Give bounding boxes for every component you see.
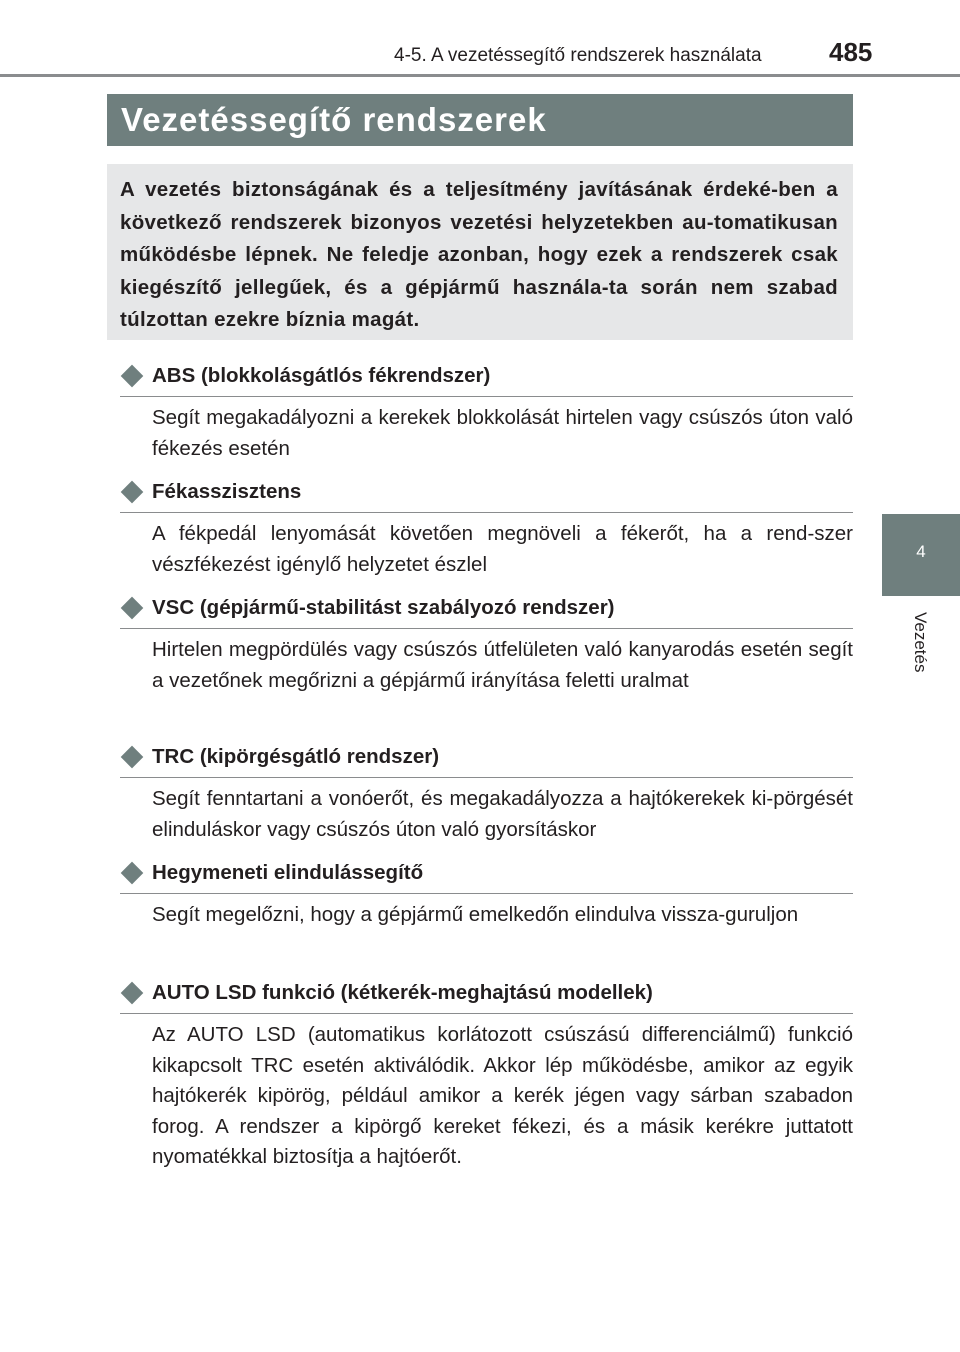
section-title: Hegymeneti elindulássegítő: [152, 861, 424, 884]
diamond-bullet-icon: [121, 982, 144, 1005]
section-divider: [120, 396, 853, 397]
section-hill-start: [120, 859, 853, 931]
intro-box: [107, 164, 853, 340]
section-body: Segít fenntartani a vonóerőt, és megakadályozza a hajtókerekek ki-pörgését elinduláskor vagy csúszós úton való gyorsításkor: [152, 787, 853, 841]
section-body: A fékpedál lenyomását követően megnöveli a fékerőt, ha a rend-szer vészfékezést igénylő helyzetet észlel: [152, 522, 853, 576]
diamond-bullet-icon: [121, 597, 144, 620]
section-title: VSC (gépjármű-stabilitást szabályozó rendszer): [152, 596, 615, 619]
intro-text: A vezetés biztonságának és a teljesítmény javításának érdeké-ben a következő rendszerek bizonyos vezetési helyzetekben au-tomatikusan működésbe lépnek. Ne feledje azonban, hogy ezek a rendszerek csak kiegészítő jellegűek, és a gépjármű használa-ta során nem szabad túlzottan ezekre bíznia magát.: [120, 178, 838, 331]
section-body: Hirtelen megpördülés vagy csúszós útfelületen való kanyarodás esetén segít a vezetőnek megőrizni a gépjármű irányítása feletti uralmat: [152, 638, 853, 692]
diamond-bullet-icon: [121, 862, 144, 885]
section-body: Az AUTO LSD (automatikus korlátozott csúszású differenciálmű) funkció kikapcsolt TRC esetén aktiválódik. Akkor lép működésbe, amikor az egyik hajtókerék kipörög, például amikor a kerék jégen vagy sárban szabadon forog. A rendszer a kipörgő kereket fékezi, és a másik kerékre juttatott nyomatékkal biztosítja a hajtóerőt.: [152, 1023, 853, 1168]
section-heading: [120, 979, 853, 1015]
diamond-bullet-icon: [121, 746, 144, 769]
section-heading: [120, 743, 853, 779]
page-title-bar: [107, 94, 853, 146]
header-divider: [0, 74, 960, 77]
section-divider: [120, 1013, 853, 1014]
section-body: Segít megakadályozni a kerekek blokkolását hirtelen vagy csúszós úton való fékezés esetén: [152, 406, 853, 460]
section-divider: [120, 628, 853, 629]
chapter-label: Vezetés: [911, 612, 930, 673]
section-title: ABS (blokkolásgátlós fékrendszer): [152, 364, 491, 387]
section-title: Fékasszisztens: [152, 480, 302, 503]
diamond-bullet-icon: [121, 365, 144, 388]
header-section-title: 4-5. A vezetéssegítő rendszerek használata: [394, 45, 762, 66]
section-abs: [120, 362, 853, 464]
chapter-number: 4: [916, 542, 926, 561]
diamond-bullet-icon: [121, 481, 144, 504]
section-heading: [120, 859, 853, 895]
section-divider: [120, 512, 853, 513]
section-heading: [120, 594, 853, 630]
page-number: 485: [829, 37, 873, 67]
section-title: TRC (kipörgésgátló rendszer): [152, 745, 440, 768]
page-header: [0, 0, 960, 80]
page-title: Vezetéssegítő rendszerek: [121, 101, 547, 138]
section-brake-assist: [120, 478, 853, 580]
section-heading: [120, 362, 853, 398]
section-divider: [120, 777, 853, 778]
chapter-tab: [882, 514, 960, 596]
section-vsc: [120, 594, 853, 696]
section-trc: [120, 743, 853, 845]
section-heading: [120, 478, 853, 514]
section-title: AUTO LSD funkció (kétkerék-meghajtású modellek): [152, 981, 653, 1004]
section-divider: [120, 893, 853, 894]
section-body: Segít megelőzni, hogy a gépjármű emelkedőn elindulva vissza-guruljon: [152, 903, 799, 926]
section-auto-lsd: [120, 979, 853, 1173]
